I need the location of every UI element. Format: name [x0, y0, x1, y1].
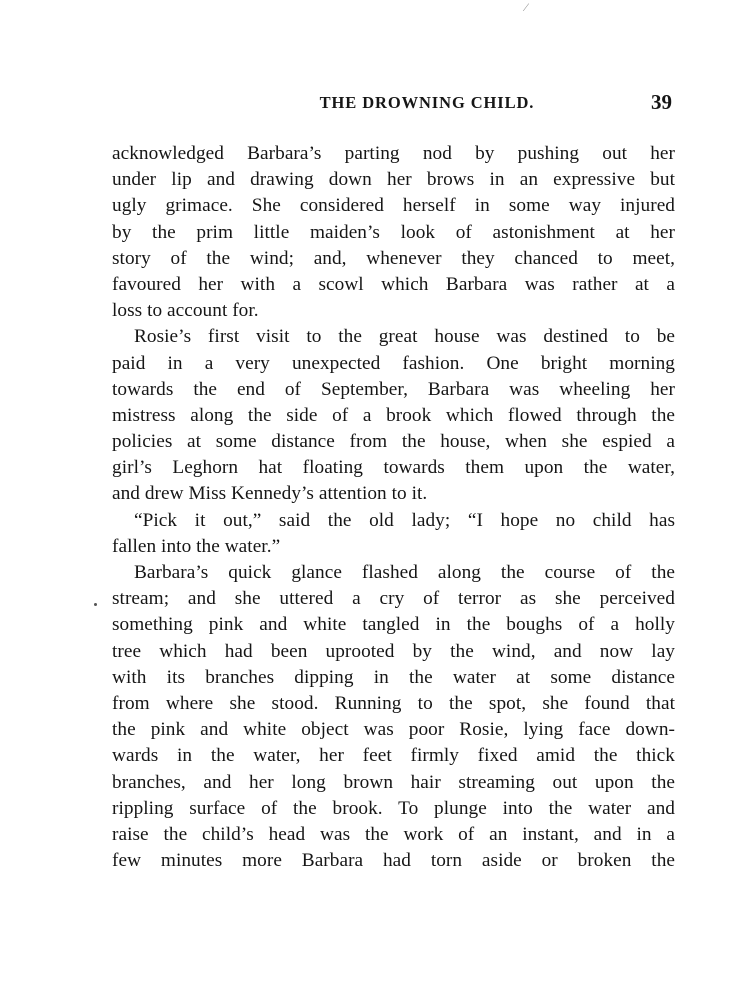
text-line: few minutes more Barbara had torn aside or broken the: [112, 850, 675, 872]
text-line: story of the wind; and, whenever they chanced to meet,: [112, 247, 675, 269]
running-head: THE DROWNING CHILD.: [319, 93, 535, 112]
text-line: under lip and drawing down her brows in an expressive but: [112, 169, 675, 191]
body-text: [112, 141, 675, 874]
text-line: mistress along the side of a brook which flowed through the: [112, 404, 675, 426]
text-line: from where she stood. Running to the spot, she found that: [112, 692, 675, 714]
text-line: favoured her with a scowl which Barbara was rather at a: [112, 273, 675, 295]
margin-mark: ⁄: [525, 0, 528, 14]
text-line: Barbara’s quick glance flashed along the course of the: [134, 562, 675, 583]
text-line: and drew Miss Kennedy’s attention to it.: [112, 483, 428, 505]
text-line: paid in a very unexpected fashion. One bright morning: [112, 352, 675, 374]
text-line: acknowledged Barbara’s parting nod by pushing out her: [112, 143, 675, 164]
text-line: the pink and white object was poor Rosie, lying face down-: [112, 719, 675, 741]
page-number: 39: [651, 90, 672, 114]
text-line: something pink and white tangled in the boughs of a holly: [112, 614, 675, 636]
text-line: Rosie’s first visit to the great house was destined to be: [134, 326, 675, 348]
text-line: “Pick it out,” said the old lady; “I hope no child has: [134, 509, 675, 531]
text-line: policies at some distance from the house, when she espied a: [112, 431, 675, 453]
text-line: rippling surface of the brook. To plunge into the water and: [112, 797, 675, 819]
text-line: wards in the water, her feet firmly fixed amid the thick: [112, 745, 675, 767]
margin-speck: [94, 603, 97, 606]
text-line: raise the child’s head was the work of an instant, and in a: [112, 823, 675, 845]
text-line: girl’s Leghorn hat floating towards them upon the water,: [112, 457, 675, 479]
text-line: by the prim little maiden’s look of astonishment at her: [112, 221, 675, 243]
text-line: branches, and her long brown hair streaming out upon the: [112, 771, 675, 793]
text-line: towards the end of September, Barbara was wheeling her: [112, 378, 675, 400]
text-line: with its branches dipping in the water at some distance: [112, 666, 675, 688]
text-line: tree which had been uprooted by the wind, and now lay: [112, 640, 675, 662]
page-header: [112, 90, 672, 123]
text-line: fallen into the water.”: [112, 535, 281, 557]
text-line: stream; and she uttered a cry of terror as she perceived: [112, 588, 675, 610]
text-line: loss to account for.: [112, 300, 259, 322]
text-line: ugly grimace. She considered herself in some way injured: [112, 195, 675, 217]
